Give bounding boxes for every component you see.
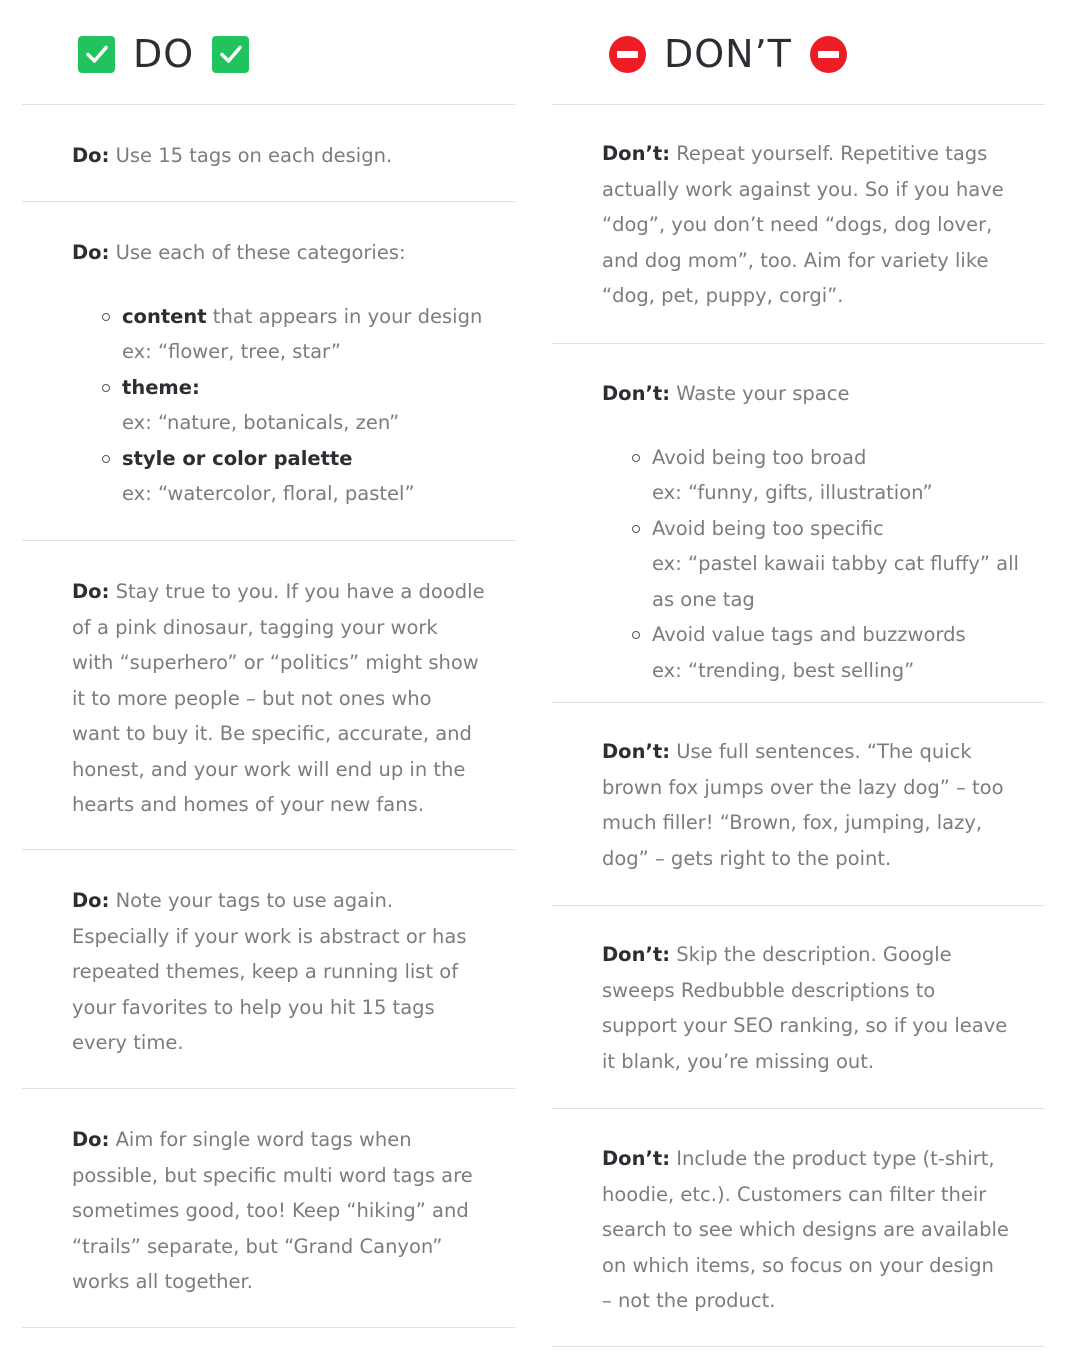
do-card-line: want to buy it. Be specific, accurate, and — [72, 722, 472, 745]
dont-card-lead: Don’t: — [602, 943, 670, 966]
dont-card-list — [552, 105, 1045, 1347]
bullet-term: style or color palette — [122, 446, 353, 470]
dont-card-text: Include the product type (t-shirt, — [676, 1147, 995, 1170]
do-card-line: honest, and your work will end up in the — [72, 757, 466, 781]
bullet-example: ex: “pastel kawaii tabby cat fluffy” all — [652, 552, 1019, 575]
do-card — [22, 1089, 515, 1328]
dont-card-line: support your SEO ranking, so if you leave — [602, 1014, 1008, 1037]
do-bullet-item — [102, 441, 515, 512]
dont-card-text: Waste your space — [676, 382, 850, 405]
do-column — [22, 0, 515, 1328]
do-card-line: every time. — [72, 1031, 184, 1054]
do-card-line — [72, 883, 515, 919]
do-card-text: Use 15 tags on each design. — [115, 144, 393, 167]
do-card-line: possible, but specific multi word tags are — [72, 1163, 473, 1187]
check-icon — [78, 36, 115, 73]
do-card-bullets — [72, 299, 515, 512]
dont-card-line: search to see which designs are available — [602, 1218, 1009, 1241]
bullet-text: Avoid being too specific — [652, 516, 884, 540]
do-card — [22, 105, 515, 202]
dont-card-line: “dog, pet, puppy, corgi”. — [602, 284, 844, 307]
do-card-line: hearts and homes of your new fans. — [72, 793, 424, 816]
do-card-lead: Do: — [72, 580, 110, 603]
do-card-text: Stay true to you. If you have a doodle — [115, 580, 485, 603]
dont-card-text: Skip the description. Google — [676, 943, 952, 966]
do-bullet-item — [102, 299, 515, 370]
do-card — [22, 850, 515, 1089]
bullet-example: as one tag — [652, 587, 755, 611]
dont-card-text: Use full sentences. “The quick — [676, 740, 972, 763]
do-card-list — [22, 105, 515, 1328]
do-card-line: Especially if your work is abstract or has — [72, 924, 467, 948]
bullet-term: theme: — [122, 375, 200, 399]
dont-card-line: brown fox jumps over the lazy dog” – too — [602, 775, 1004, 799]
dont-card-line — [602, 136, 1045, 172]
do-card-text: Use each of these categories: — [115, 241, 406, 264]
dont-card-bullets — [602, 440, 1045, 689]
check-icon — [212, 36, 249, 73]
dont-column — [552, 0, 1045, 1347]
dont-header — [552, 0, 1045, 105]
dont-card-line: “dog”, you don’t need “dogs, dog lover, — [602, 213, 993, 236]
do-card-line: repeated themes, keep a running list of — [72, 960, 459, 983]
do-card-lead: Do: — [72, 241, 110, 264]
bullet-example: ex: “nature, botanicals, zen” — [122, 411, 400, 434]
do-header — [22, 0, 515, 105]
do-card-text: Aim for single word tags when — [115, 1128, 412, 1151]
do-card-line — [72, 574, 515, 610]
stop-icon — [810, 36, 847, 73]
do-card-line — [72, 235, 515, 271]
dont-card-text: Repeat yourself. Repetitive tags — [676, 142, 988, 165]
dont-card-line: on which items, so focus on your design — [602, 1253, 994, 1277]
bullet-example: ex: “flower, tree, star” — [122, 340, 341, 363]
do-card-line: your favorites to help you hit 15 tags — [72, 995, 435, 1019]
bullet-term: content — [122, 304, 207, 328]
dont-card — [552, 703, 1045, 906]
dont-card-line — [602, 1141, 1045, 1177]
do-card-text: Note your tags to use again. — [115, 889, 394, 912]
dont-card-line — [602, 376, 1045, 412]
do-card-line: works all together. — [72, 1270, 253, 1293]
do-card-line: of a pink dinosaur, tagging your work — [72, 615, 438, 639]
dont-card-line: and dog mom”, too. Aim for variety like — [602, 248, 989, 272]
do-card-lead: Do: — [72, 1128, 110, 1151]
dont-card-line: it blank, you’re missing out. — [602, 1049, 875, 1073]
dont-bullet-item — [632, 440, 1045, 511]
do-card-lead: Do: — [72, 144, 110, 167]
bullet-text: Avoid value tags and buzzwords — [652, 623, 966, 646]
dont-card-line: dog” – gets right to the point. — [602, 846, 892, 870]
dont-card-lead: Don’t: — [602, 740, 670, 763]
dont-card-line — [602, 734, 1045, 770]
do-card-lead: Do: — [72, 889, 110, 912]
dont-card-lead: Don’t: — [602, 1147, 670, 1170]
bullet-example: ex: “watercolor, floral, pastel” — [122, 482, 415, 505]
do-card-line: sometimes good, too! Keep “hiking” and — [72, 1199, 469, 1222]
bullet-text: that appears in your design — [206, 304, 483, 328]
dont-title: DON’T — [664, 32, 792, 76]
dont-bullet-item — [632, 511, 1045, 618]
dont-card-line: hoodie, etc.). Customers can filter their — [602, 1182, 987, 1206]
dont-card-line: actually work against you. So if you have — [602, 177, 1004, 201]
dont-card-line — [602, 937, 1045, 973]
do-card-line: with “superhero” or “politics” might show — [72, 651, 479, 674]
bullet-example: ex: “funny, gifts, illustration” — [652, 481, 933, 504]
dont-card-lead: Don’t: — [602, 382, 670, 405]
do-card — [22, 541, 515, 850]
do-card-line — [72, 1122, 515, 1158]
dont-card-line: – not the product. — [602, 1289, 776, 1312]
bullet-text: Avoid being too broad — [652, 445, 867, 469]
do-title: DO — [133, 32, 195, 76]
do-card-line — [72, 138, 515, 174]
do-bullet-item — [102, 370, 515, 441]
dont-bullet-item — [632, 617, 1045, 688]
do-card — [22, 202, 515, 541]
dont-card — [552, 906, 1045, 1109]
do-card-line: it to more people – but not ones who — [72, 686, 432, 710]
dont-card — [552, 344, 1045, 703]
stop-icon — [609, 36, 646, 73]
dont-card-lead: Don’t: — [602, 142, 670, 165]
dont-card-line: sweeps Redbubble descriptions to — [602, 978, 936, 1002]
dont-card — [552, 1109, 1045, 1347]
dont-card-line: much filler! “Brown, fox, jumping, lazy, — [602, 811, 983, 834]
do-card-line: “trails” separate, but “Grand Canyon” — [72, 1234, 443, 1258]
dont-card — [552, 105, 1045, 344]
bullet-example: ex: “trending, best selling” — [652, 658, 915, 682]
